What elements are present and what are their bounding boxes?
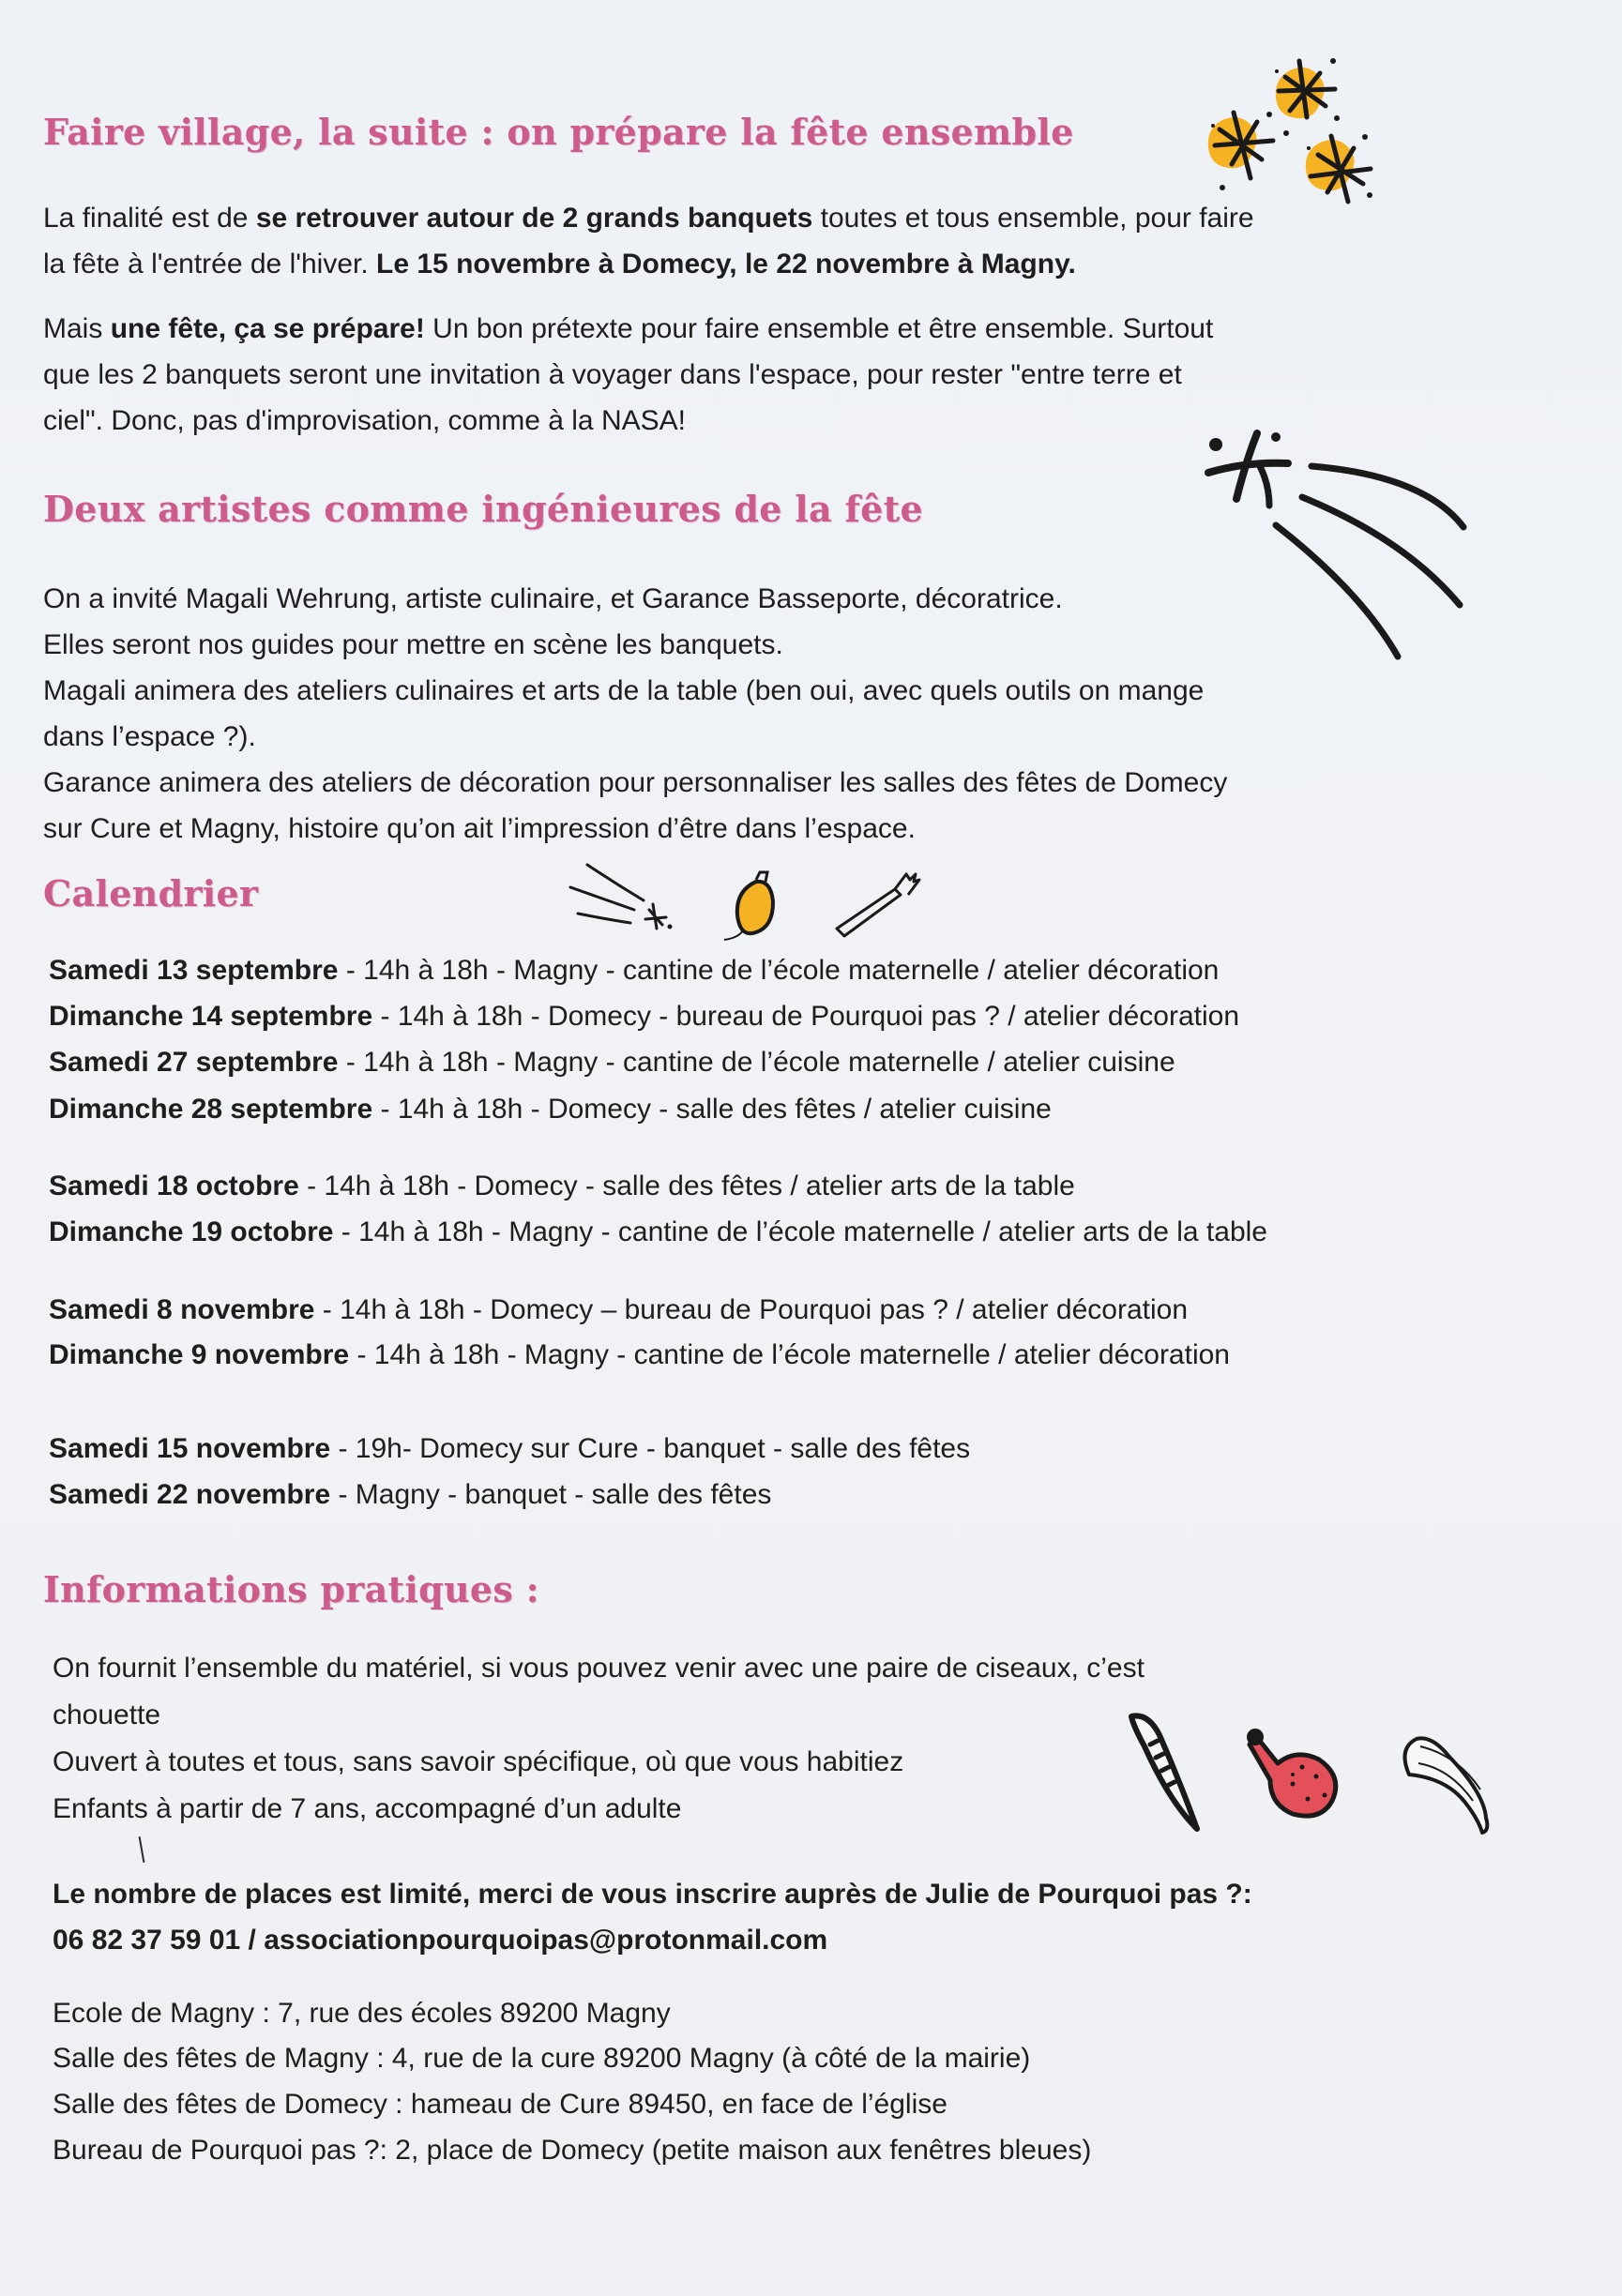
address-line: Ecole de Magny : 7, rue des écoles 89200 Magny: [53, 1998, 671, 2029]
star-icon: [1208, 113, 1273, 178]
drumstick-icon: [1247, 1729, 1336, 1816]
food-illustrations: [1124, 1709, 1499, 1840]
intro-line: La finalité est de se retrouver autour de 2 grands banquets toutes et tous ensemble, pour faire: [43, 203, 1254, 234]
stars-icon: [1196, 47, 1421, 197]
calendar-event: Dimanche 28 septembre - 14h à 18h - Domecy - salle des fêtes / atelier cuisine: [49, 1094, 1052, 1125]
section-title-deux-artistes: Deux artistes comme ingénieures de la fête: [43, 488, 923, 530]
calendar-event-banquet: Samedi 22 novembre - Magny - banquet - salle des fêtes: [49, 1479, 772, 1510]
info-line: On fournit l’ensemble du matériel, si vous pouvez venir avec une paire de ciseaux, c’est: [53, 1653, 1144, 1684]
phone-number[interactable]: 06 82 37 59 01: [53, 1925, 241, 1956]
contact-line: 06 82 37 59 01 / associationpourquoipas@protonmail.com: [53, 1925, 828, 1956]
artists-line: Magali animera des ateliers culinaires et arts de la table (ben oui, avec quels outils on mange: [43, 675, 1205, 706]
artists-line: dans l’espace ?).: [43, 721, 256, 752]
calendar-event: Samedi 13 septembre - 14h à 18h - Magny - cantine de l’école maternelle / atelier décoration: [49, 955, 1220, 986]
email-address[interactable]: associationpourquoipas@protonmail.com: [264, 1925, 828, 1956]
artists-line: On a invité Magali Wehrung, artiste culinaire, et Garance Basseporte, décoratrice.: [43, 583, 1063, 614]
address-line: Bureau de Pourquoi pas ?: 2, place de Domecy (petite maison aux fenêtres bleues): [53, 2135, 1092, 2166]
comet-icon: [570, 865, 672, 929]
preparation-line: Mais une fête, ça se prépare! Un bon prétexte pour faire ensemble et être ensemble. Surtout: [43, 313, 1214, 344]
artists-line: Garance animera des ateliers de décoration pour personnaliser les salles des fêtes de Domecy: [43, 767, 1228, 798]
calendar-illustrations: [559, 852, 925, 945]
address-line: Salle des fêtes de Domecy : hameau de Cure 89450, en face de l’église: [53, 2089, 947, 2120]
info-line: Ouvert à toutes et tous, sans savoir spécifique, où que vous habitiez: [53, 1746, 904, 1777]
fork-icon: [837, 874, 919, 936]
carrot-icon: [1131, 1715, 1197, 1829]
calendar-event: Dimanche 9 novembre - 14h à 18h - Magny - cantine de l’école maternelle / atelier décoration: [49, 1339, 1230, 1370]
calendar-event: Samedi 8 novembre - 14h à 18h - Domecy – bureau de Pourquoi pas ? / atelier décoration: [49, 1294, 1189, 1325]
star-icon: [1306, 136, 1371, 202]
calendar-event: Samedi 27 septembre - 14h à 18h - Magny - cantine de l’école maternelle / atelier cuisine: [49, 1047, 1175, 1078]
section-title-faire-village: Faire village, la suite : on prépare la fête ensemble: [43, 111, 1074, 153]
leaf-icon: [1405, 1738, 1488, 1833]
calendar-event: Dimanche 19 octobre - 14h à 18h - Magny - cantine de l’école maternelle / atelier arts de la table: [49, 1216, 1267, 1247]
section-title-calendrier: Calendrier: [43, 872, 259, 914]
artists-paragraph: [43, 576, 1507, 852]
calendar-event-banquet: Samedi 15 novembre - 19h- Domecy sur Cure - banquet - salle des fêtes: [49, 1433, 971, 1464]
info-line: Enfants à partir de 7 ans, accompagné d’un adulte: [53, 1793, 682, 1824]
intro-line: la fête à l'entrée de l'hiver. Le 15 novembre à Domecy, le 22 novembre à Magny.: [43, 249, 1076, 279]
address-line: Salle des fêtes de Magny : 4, rue de la cure 89200 Magny (à côté de la mairie): [53, 2043, 1031, 2074]
preparation-paragraph: [43, 306, 1507, 444]
preparation-line: ciel". Donc, pas d'improvisation, comme à la NASA!: [43, 405, 686, 436]
info-line: chouette: [53, 1699, 161, 1730]
calendar-event: Samedi 18 octobre - 14h à 18h - Domecy - salle des fêtes / atelier arts de la table: [49, 1171, 1075, 1201]
calendar-event: Dimanche 14 septembre - 14h à 18h - Domecy - bureau de Pourquoi pas ? / atelier décoration: [49, 1001, 1240, 1032]
star-icon: [1276, 61, 1335, 118]
artists-line: Elles seront nos guides pour mettre en scène les banquets.: [43, 629, 783, 660]
preparation-line: que les 2 banquets seront une invitation à voyager dans l'espace, pour rester "entre terre et: [43, 359, 1182, 390]
registration-notice: Le nombre de places est limité, merci de vous inscrire auprès de Julie de Pourquoi pas ?:: [53, 1879, 1252, 1910]
section-title-informations-pratiques: Informations pratiques :: [43, 1568, 539, 1610]
intro-paragraph: [43, 195, 1507, 287]
balloon-icon: [724, 872, 773, 940]
artists-line: sur Cure et Magny, histoire qu’on ait l’impression d’être dans l’espace.: [43, 813, 916, 844]
stray-pen-mark: [139, 1836, 145, 1863]
